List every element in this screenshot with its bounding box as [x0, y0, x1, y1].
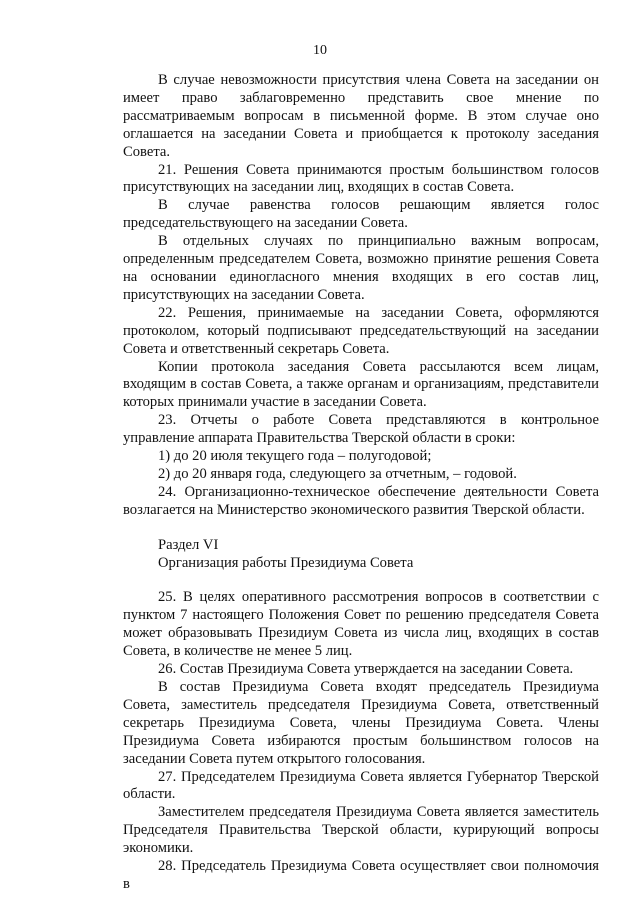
document-body	[123, 72, 599, 894]
paragraph: В случае невозможности присутствия члена Совета на заседании он имеет право заблаговременно представить свое мнение по рассматриваемым вопросам в письменной форме. В этом случае оно оглашается на заседании Совета и приобщается к протоколу заседания Совета.	[123, 72, 599, 160]
paragraph: 27. Председателем Президиума Совета является Губернатор Тверской области.	[123, 768, 599, 803]
paragraph: 23. Отчеты о работе Совета представляются в контрольное управление аппарата Правительства Тверской области в сроки:	[123, 412, 599, 447]
paragraph: 24. Организационно-техническое обеспечение деятельности Совета возлагается на Министерство экономического развития Тверской области.	[123, 483, 599, 518]
paragraph: 25. В целях оперативного рассмотрения вопросов в соответствии с пунктом 7 настоящего Положения Совет по решению председателя Совета может образовывать Президиум Совета из числа лиц, входящих в состав Совета, в количестве не менее 5 лиц.	[123, 589, 599, 660]
paragraph: В состав Президиума Совета входят председатель Президиума Совета, заместитель председателя Президиума Совета, ответственный секретарь Президиума Совета, члены Президиума Совета. Члены Президиума Совета избираются простым большинством голосов на заседании Совета путем открытого голосования.	[123, 679, 599, 767]
list-item: 2) до 20 января года, следующего за отчетным, – годовой.	[158, 465, 517, 482]
paragraph: 28. Председатель Президиума Совета осуществляет свои полномочия в	[123, 858, 599, 892]
paragraph: Заместителем председателя Президиума Совета является заместитель Председателя Правительства Тверской области, курирующий вопросы экономики.	[123, 804, 599, 857]
page-number: 10	[313, 43, 327, 58]
list-item: 1) до 20 июля текущего года – полугодовой;	[158, 448, 432, 465]
paragraph: Копии протокола заседания Совета рассылаются всем лицам, входящим в состав Совета, а также органам и организациям, представители которых принимали участие в заседании Совета.	[123, 358, 599, 411]
section-number: Раздел VI	[158, 536, 219, 553]
section-title: Организация работы Президиума Совета	[158, 554, 414, 571]
paragraph: В случае равенства голосов решающим является голос председательствующего на заседании Совета.	[123, 197, 599, 232]
paragraph: В отдельных случаях по принципиально важным вопросам, определенным председателем Совета, возможно принятие решения Совета на основании единогласного мнения входящих в его состав лиц, присутствующих на заседании Совета.	[123, 233, 599, 303]
paragraph: 26. Состав Президиума Совета утверждается на заседании Совета.	[158, 661, 574, 678]
paragraph: 21. Решения Совета принимаются простым большинством голосов присутствующих на заседании лиц, входящих в состав Совета.	[123, 161, 599, 196]
paragraph: 22. Решения, принимаемые на заседании Совета, оформляются протоколом, который подписывают председательствующий на заседании Совета и ответственный секретарь Совета.	[123, 304, 599, 357]
